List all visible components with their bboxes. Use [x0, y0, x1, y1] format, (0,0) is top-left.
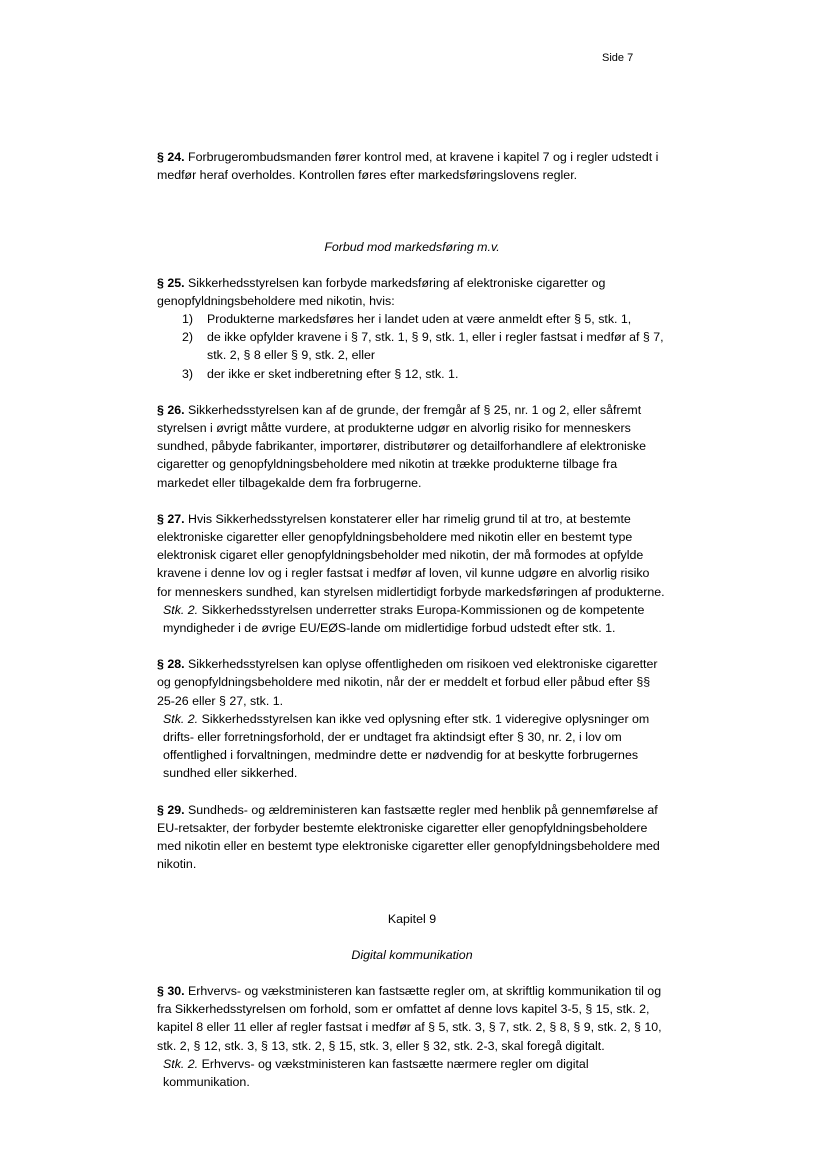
- section-text: Sundheds- og ældreministeren kan fastsætte regler med henblik på gennemførelse af EU-retsakter, der forbyder bestemte elektroniske cigaretter eller genopfyldningsbeholdere med nikotin eller en bestemt type elektroniske cigaretter eller genopfyldningsbeholdere med nikotin.: [157, 802, 660, 872]
- heading-forbud: Forbud mod markedsføring m.v.: [324, 240, 500, 255]
- list-item: [157, 365, 667, 383]
- section-text: Sikkerhedsstyrelsen kan af de grunde, der fremgår af § 25, nr. 1 og 2, eller såfremt styrelsen i øvrigt måtte vurdere, at produkterne udgør en alvorlig risiko for menneskers sundhed, påbyde fabrikanter, importører, distributører og detailforhandlere af elektroniske cigaretter og genopfyldningsbeholdere med nikotin at trække produkterne tilbage fra markedet eller tilbagekalde dem fra forbrugerne.: [157, 402, 647, 490]
- section-number: § 29.: [157, 802, 185, 817]
- list-item: [157, 310, 667, 328]
- stk-text: Sikkerhedsstyrelsen kan ikke ved oplysning efter stk. 1 videregive oplysninger om drifts- eller forretningsforhold, der er undtaget fra aktindsigt efter § 30, nr. 2, i lov om offentlighed i forvaltningen, medmindre dette er nødvendig for at beskytte forbrugernes sundhed eller sikkerhed.: [163, 711, 650, 781]
- section-number: § 24.: [157, 150, 185, 164]
- section-26: [157, 401, 667, 492]
- section-28: [157, 655, 667, 710]
- section-30-stk-2: [157, 1055, 667, 1091]
- heading-digital: Digital kommunikation: [351, 947, 473, 962]
- section-number: § 25.: [157, 275, 185, 290]
- list-item-text: Produkterne markedsføres her i landet uden at være anmeldt efter § 5, stk. 1,: [207, 312, 632, 327]
- section-30: [157, 982, 667, 1055]
- section-29: [157, 801, 667, 874]
- section-text: Forbrugerombudsmanden fører kontrol med, at kravene i kapitel 7 og i regler udstedt i medfør heraf overholdes. Kontrollen føres efter markedsføringslovens regler.: [157, 150, 659, 183]
- section-27-stk-2: [157, 601, 667, 637]
- section-number: § 27.: [157, 511, 185, 526]
- list-item-text: der ikke er sket indberetning efter § 12, stk. 1.: [207, 366, 459, 381]
- section-24: [157, 148, 667, 184]
- stk-text: Erhvervs- og vækstministeren kan fastsætte nærmere regler om digital kommunikation.: [163, 1056, 589, 1089]
- section-text: Erhvervs- og vækstministeren kan fastsætte regler om, at skriftlig kommunikation til og fra Sikkerhedsstyrelsen om forhold, som er omfattet af denne lovs kapitel 3-5, § 15, stk. 2, kapitel 8 eller 11 eller af regler fastsat i medfør af § 5, stk. 3, § 7, stk. 2, § 8, § 9, stk. 2, § 10, stk. 2, § 12, stk. 3, § 13, stk. 2, § 15, stk. 3, eller § 32, stk. 2-3, skal foregå digitalt.: [157, 983, 662, 1053]
- list-item-text: de ikke opfylder kravene i § 7, stk. 1, § 9, stk. 1, eller i regler fastsat i medfør af § 7, stk. 2, § 8 eller § 9, stk. 2, eller: [207, 330, 664, 363]
- document-body: [157, 147, 667, 1091]
- section-text: Sikkerhedsstyrelsen kan oplyse offentligheden om risikoen ved elektroniske cigaretter og genopfyldningsbeholdere med nikotin, når der er meddelt et forbud eller påbud efter §§ 25-26 eller § 27, stk. 1.: [157, 657, 658, 708]
- stk-label: Stk. 2.: [163, 711, 199, 726]
- section-27: [157, 510, 667, 601]
- section-25-list: [157, 310, 667, 383]
- section-text: Sikkerhedsstyrelsen kan forbyde markedsføring af elektroniske cigaretter og genopfyldningsbeholdere med nikotin, hvis:: [157, 275, 606, 308]
- page-number: Side 7: [602, 52, 634, 64]
- section-number: § 28.: [157, 657, 185, 672]
- section-28-stk-2: [157, 710, 667, 783]
- section-text: Hvis Sikkerhedsstyrelsen konstaterer eller har rimelig grund til at tro, at bestemte elektroniske cigaretter eller genopfyldningsbeholdere med nikotin eller en bestemt type elektronisk cigaret eller genopfyldningsbeholder med nikotin, der må formodes at opfylde kravene i denne lov og i regler fastsat i medfør af loven, vil kunne udgøre en alvorlig risiko for menneskers sundhed, kan styrelsen midlertidigt forbyde markedsføringen af produkterne.: [157, 511, 665, 599]
- section-25: [157, 274, 667, 310]
- stk-text: Sikkerhedsstyrelsen underretter straks Europa-Kommissionen og de kompetente myndigheder i de øvrige EU/EØS-lande om midlertidige forbud udstedt efter stk. 1.: [163, 602, 645, 636]
- chapter-title: Kapitel 9: [387, 911, 437, 926]
- list-item-number: 2): [181, 330, 193, 345]
- list-item-number: 3): [181, 366, 193, 381]
- section-number: § 30.: [157, 983, 185, 998]
- list-item-number: 1): [181, 312, 193, 327]
- section-number: § 26.: [157, 402, 185, 417]
- stk-label: Stk. 2.: [163, 602, 199, 617]
- stk-label: Stk. 2.: [163, 1056, 199, 1071]
- list-item: [157, 328, 667, 364]
